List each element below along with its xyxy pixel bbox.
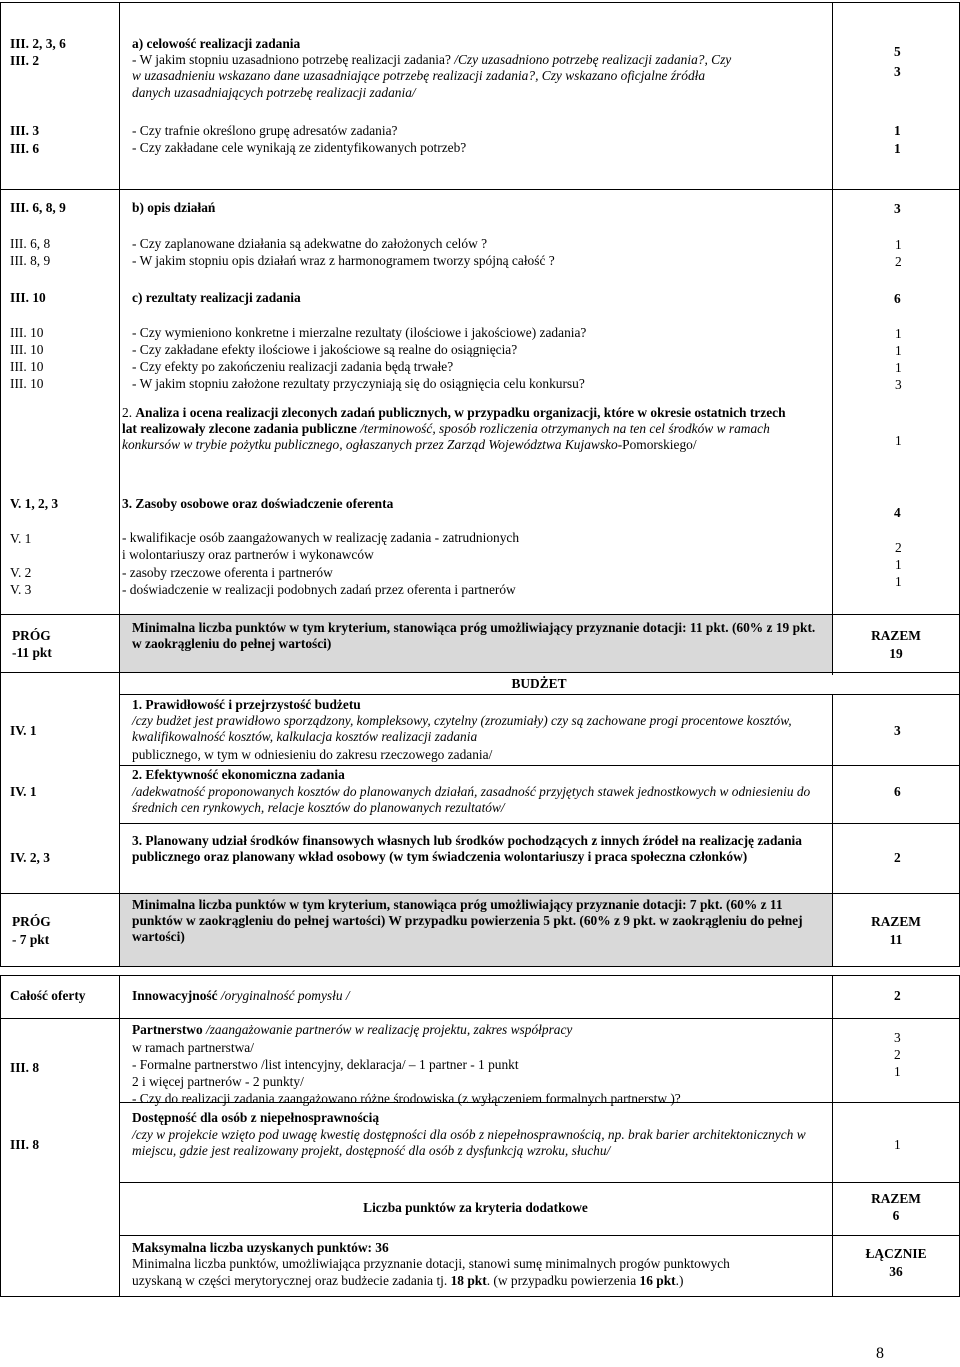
ref-label: III. 8: [10, 1137, 40, 1152]
ref-label: III. 10: [10, 342, 44, 357]
criterion-heading: 3. Planowany udział środków finansowych własnych lub środków pochodzących z innych źródeł na realizację zadania publicznego oraz planowany wkład osobowy (w tym świadczenia wolontariuszy i praca społeczna członków): [132, 833, 802, 864]
ref-label: III. 6, 8, 9: [10, 200, 66, 215]
total-value: 19: [889, 646, 903, 661]
points: 2: [894, 988, 901, 1003]
criterion-heading: 3. Zasoby osobowe oraz doświadczenie oferenta: [122, 496, 394, 511]
points: 1: [895, 326, 902, 341]
ref-label: IV. 1: [10, 723, 37, 738]
points: 2: [895, 540, 902, 555]
ref-label: III. 2: [10, 53, 40, 68]
points: 2: [895, 254, 902, 269]
points: 1: [895, 343, 902, 358]
criterion-question: - W jakim stopniu założone rezultaty przyczyniają się do osiągnięcia celu konkursu?: [132, 376, 585, 391]
ref-label: V. 2: [10, 565, 32, 580]
criterion-note: publicznego, w tym w odniesieniu do zakresu rzeczowego zadania/: [132, 747, 493, 762]
partnership-criterion: Partnerstwo /zaangażowanie partnerów w realizację projektu, zakres współpracy: [132, 1022, 573, 1037]
criterion-note: - Formalne partnerstwo /list intencyjny, deklaracja/ – 1 partner - 1 punkt: [132, 1057, 519, 1072]
criterion-heading: 1. Prawidłowość i przejrzystość budżetu: [132, 697, 361, 712]
points: 3: [894, 1030, 901, 1045]
ref-label: III. 10: [10, 359, 44, 374]
total-value: 11: [889, 932, 903, 947]
points: 2: [894, 850, 901, 865]
section-title: BUDŻET: [511, 676, 567, 691]
ref-label: V. 1: [10, 531, 32, 546]
criterion-question: - Czy trafnie określono grupę adresatów zadania?: [132, 123, 398, 138]
points: 1: [894, 1064, 901, 1079]
points: 3: [895, 377, 902, 392]
criterion-question: - W jakim stopniu uzasadniono potrzebę realizacji zadania? /Czy uzasadniono potrzebę realizacji zadania?, Czy: [132, 52, 732, 67]
analysis-criterion: 2. Analiza i ocena realizacji zleconych zadań publicznych, w przypadku organizacji, które w okresie ostatnich trzech lat realizowały zlecone zadania publiczne /terminowość, sposób rozliczenia otrzymanych na ten cel środków w ramach konkursów w trybie pożytku publicznego, ogłaszanych przez Zarząd Województwa Kujawsko-Pomorskiego/: [122, 405, 786, 452]
points: 1: [895, 433, 902, 448]
ref-label: III. 6, 8: [10, 236, 51, 251]
criterion-heading: 2. Efektywność ekonomiczna zadania: [132, 767, 345, 782]
ref-label: III. 6: [10, 141, 40, 156]
grand-total-value: 36: [889, 1264, 903, 1279]
ref-label: III. 8: [10, 1060, 40, 1075]
criterion-note: /czy budżet jest prawidłowo sporządzony, kompleksowy, czytelny (zrozumiały) czy są zachowane progi procentowe kosztów, kwalifikowalność kosztów, kalkulacja kosztów realizacji zadania: [132, 713, 792, 744]
points: 1: [895, 574, 902, 589]
points: 1: [894, 123, 901, 138]
threshold-label: PRÓG: [12, 914, 51, 929]
ref-label: III. 10: [10, 325, 44, 340]
points: 1: [895, 237, 902, 252]
points: 6: [894, 784, 901, 799]
criterion-note: 2 i więcej partnerów - 2 punkty/: [132, 1074, 304, 1089]
criterion-question: - Czy zakładane cele wynikają ze zidentyfikowanych potrzeb?: [132, 140, 467, 155]
ref-label: IV. 1: [10, 784, 37, 799]
criterion-note: danych uzasadniających potrzebę realizacji zadania/: [132, 85, 416, 100]
additional-points-label: Liczba punktów za kryteria dodatkowe: [363, 1200, 588, 1215]
page-number: 8: [876, 1345, 884, 1362]
section-label: Całość oferty: [10, 988, 86, 1003]
criterion-note: /czy w projekcie wzięto pod uwagę kwestię dostępności dla osób z niepełnosprawnością, np. brak barier architektonicznych w miejscu, gdzie jest realizowany projekt, dostępność dla osób z dysfunkcją wzroku, słuchu/: [132, 1127, 806, 1158]
points: 4: [894, 505, 901, 520]
criterion-question: - Czy zakładane efekty ilościowe i jakościowe są realne do osiągnięcia?: [132, 342, 518, 357]
max-points-text: Minimalna liczba punktów, umożliwiająca przyznanie dotacji, stanowi sumę minimalnych progów punktowych: [132, 1256, 730, 1271]
ref-label: V. 3: [10, 582, 32, 597]
threshold-value: - 7 pkt: [12, 932, 50, 947]
criterion-note: - Czy do realizacji zadania zaangażowano różne środowiska (z wyłączeniem formalnych partnerstw )?: [132, 1091, 681, 1106]
grand-total-label: ŁĄCZNIE: [865, 1246, 927, 1261]
total-value: 6: [892, 1208, 900, 1223]
criterion-note: w ramach partnerstwa/: [132, 1040, 254, 1055]
points: 1: [895, 557, 902, 572]
innovation-criterion: Innowacyjność /oryginalność pomysłu /: [132, 988, 350, 1003]
criterion-question: - Czy zaplanowane działania są adekwatne do założonych celów ?: [132, 236, 488, 251]
ref-label: III. 3: [10, 123, 40, 138]
criterion-note: w uzasadnieniu wskazano dane uzasadniające potrzebę realizacji zadania?, Czy wskazano oficjalne źródła: [132, 68, 706, 83]
points: 3: [894, 723, 901, 738]
points: 5: [894, 44, 901, 59]
criterion-heading: b) opis działań: [132, 200, 216, 215]
max-points-text: uzyskaną w części merytorycznej oraz budżecie zadania tj. 18 pkt. (w przypadku powierzenia 16 pkt.): [132, 1273, 684, 1288]
total-label: RAZEM: [871, 914, 921, 929]
criterion-question: - W jakim stopniu opis działań wraz z harmonogramem tworzy spójną całość ?: [132, 253, 555, 268]
criterion-question: i wolontariuszy oraz partnerów i wykonawców: [122, 547, 374, 562]
points: 1: [895, 360, 902, 375]
ref-label: IV. 2, 3: [10, 850, 50, 865]
points: 3: [894, 201, 901, 216]
ref-label: III. 8, 9: [10, 253, 51, 268]
ref-label: III. 10: [10, 376, 44, 391]
criterion-question: - Czy wymieniono konkretne i mierzalne rezultaty (ilościowe i jakościowe) zadania?: [132, 325, 587, 340]
criterion-question: - Czy efekty po zakończeniu realizacji zadania będą trwałe?: [132, 359, 454, 374]
threshold-label: PRÓG: [12, 628, 51, 643]
criterion-heading: a) celowość realizacji zadania: [132, 36, 301, 51]
ref-label: III. 2, 3, 6: [10, 36, 66, 51]
max-points-heading: Maksymalna liczba uzyskanych punktów: 36: [132, 1240, 389, 1255]
points: 1: [894, 1137, 901, 1152]
threshold-text: Minimalna liczba punktów w tym kryterium, stanowiąca próg umożliwiający przyznanie dotacji: 11 pkt. (60% z 19 pkt. w zaokrągleniu do pełnej wartości): [132, 620, 816, 651]
points: 2: [894, 1047, 901, 1062]
threshold-value: -11 pkt: [12, 645, 52, 660]
total-label: RAZEM: [871, 628, 921, 643]
ref-label: III. 10: [10, 290, 46, 305]
criterion-question: - kwalifikacje osób zaangażowanych w realizację zadania - zatrudnionych: [122, 530, 520, 545]
points: 6: [894, 291, 901, 306]
points: 1: [894, 141, 901, 156]
total-label: RAZEM: [871, 1191, 921, 1206]
threshold-text: Minimalna liczba punktów w tym kryterium, stanowiąca próg umożliwiający przyznanie dotacji: 7 pkt. (60% z 11 punktów w zaokrągleniu do pełnej wartości) W przypadku powierzenia 5 pkt. (60% z 9 pkt. w zaokrągleniu do pełnej wartości): [132, 897, 803, 944]
criterion-question: - zasoby rzeczowe oferenta i partnerów: [122, 565, 333, 580]
criterion-heading: c) rezultaty realizacji zadania: [132, 290, 301, 305]
points: 3: [894, 64, 901, 79]
ref-label: V. 1, 2, 3: [10, 496, 59, 511]
criterion-question: - doświadczenie w realizacji podobnych zadań przez oferenta i partnerów: [122, 582, 516, 597]
accessibility-criterion: Dostępność dla osób z niepełnosprawnością: [132, 1110, 380, 1125]
criterion-note: /adekwatność proponowanych kosztów do planowanych działań, zasadność przyjętych stawek jednostkowych w odniesieniu do średnich cen rynkowych, relacje kosztów do planowanych rezultatów/: [132, 784, 811, 815]
